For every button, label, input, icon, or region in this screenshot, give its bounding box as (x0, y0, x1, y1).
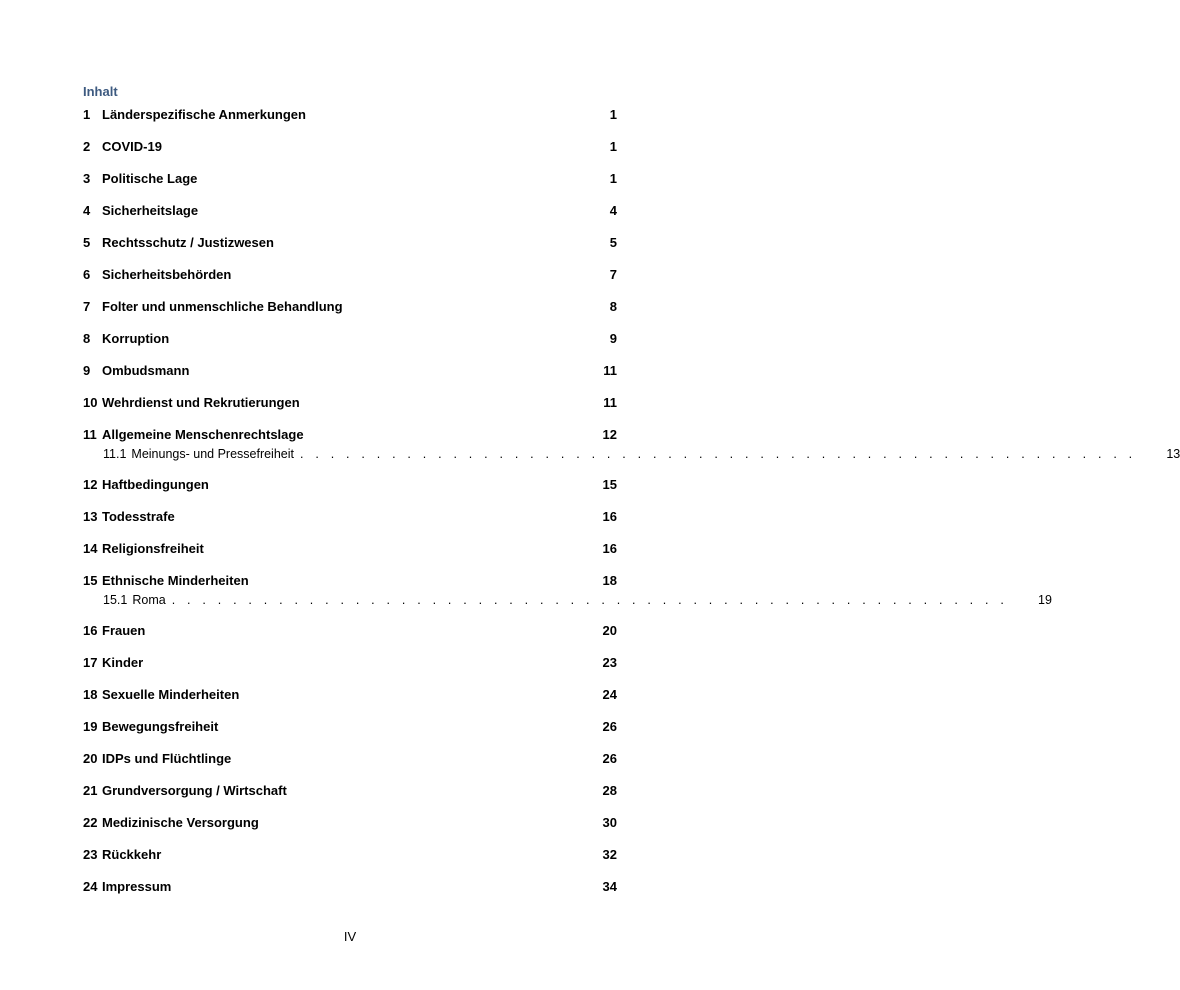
toc-entry-title: Sicherheitslage (102, 203, 199, 218)
toc-entry-number: 21 (83, 783, 98, 798)
toc-entry-title: Todesstrafe (102, 509, 175, 524)
toc-entry-title: Bewegungsfreiheit (102, 719, 219, 734)
toc-entry-number: 20 (83, 751, 98, 766)
toc-entry (83, 361, 617, 381)
toc-entry-page: 18 (602, 573, 617, 588)
toc-entry-link[interactable] (83, 425, 617, 445)
toc-entry (83, 201, 617, 221)
toc-entry (83, 781, 617, 801)
toc-entry-page: 1 (609, 107, 617, 122)
toc-entry (83, 137, 617, 157)
toc-entry-page: 15 (602, 477, 617, 492)
toc-entry-page: 11 (603, 363, 617, 378)
toc-entry-page: 8 (609, 299, 617, 314)
toc-entry-number: 5 (83, 235, 91, 250)
toc-entry-page: 4 (609, 203, 617, 218)
toc-entry-link[interactable] (83, 845, 617, 865)
toc-entry-link[interactable] (83, 201, 617, 221)
toc-entry-link[interactable] (83, 361, 617, 381)
toc-entry-title: Wehrdienst und Rekrutierungen (102, 395, 300, 410)
toc-entry-number: 13 (83, 509, 98, 524)
toc-entry-page: 26 (602, 751, 617, 766)
toc-entry-link[interactable] (83, 571, 617, 591)
toc-entry-page: 12 (602, 427, 617, 442)
toc-entry-number: 15 (83, 573, 98, 588)
toc-entry-title: Folter und unmenschliche Behandlung (102, 299, 343, 314)
toc-entry (83, 425, 1180, 463)
toc-subentry-page: 19 (1038, 593, 1052, 607)
toc-entry-page: 26 (602, 719, 617, 734)
toc-entry-title: Medizinische Versorgung (102, 815, 259, 830)
toc-entry-page: 32 (602, 847, 617, 862)
toc-entry-link[interactable] (83, 621, 617, 641)
toc-entry (83, 233, 617, 253)
toc-subentry-title: Roma (132, 593, 166, 607)
toc-entry-link[interactable] (83, 685, 617, 705)
toc-entry-link[interactable] (83, 781, 617, 801)
toc-subentry-number: 15.1 (103, 593, 128, 607)
toc-entry (83, 813, 617, 833)
toc-entry-link[interactable] (83, 749, 617, 769)
toc-entry (83, 845, 617, 865)
toc-entry-number: 9 (83, 363, 91, 378)
toc-subentry-page: 13 (1166, 447, 1180, 461)
toc-entry (83, 717, 617, 737)
toc-entry-number: 18 (83, 687, 98, 702)
toc-entry-link[interactable] (83, 877, 617, 897)
toc-entry-page: 23 (602, 655, 617, 670)
toc-entry-number: 17 (83, 655, 98, 670)
toc-entry (83, 393, 617, 413)
toc-entry-title: Frauen (102, 623, 146, 638)
toc-entry-number: 23 (83, 847, 98, 862)
toc-entry-page: 16 (602, 509, 617, 524)
toc-entry-page: 1 (609, 171, 617, 186)
toc-entry-page: 11 (603, 395, 617, 410)
toc-entry-number: 22 (83, 815, 98, 830)
toc-entry-page: 30 (602, 815, 617, 830)
toc-entry (83, 265, 617, 285)
toc-entry-title: Ethnische Minderheiten (102, 573, 249, 588)
page-number: IV (343, 929, 357, 944)
toc-entry-number: 8 (83, 331, 91, 346)
toc-entry (83, 621, 617, 641)
toc-entry-title: Ombudsmann (102, 363, 190, 378)
toc-entry-title: Sexuelle Minderheiten (102, 687, 240, 702)
toc-entry-number: 24 (83, 879, 98, 894)
toc-entry (83, 653, 617, 673)
toc-entry-link[interactable] (83, 169, 617, 189)
toc-entry-number: 19 (83, 719, 98, 734)
toc-entry-page: 1 (609, 139, 617, 154)
toc-entry-title: IDPs und Flüchtlinge (102, 751, 232, 766)
toc-entry-link[interactable] (83, 137, 617, 157)
table-of-contents (83, 84, 1180, 909)
toc-entry-number: 4 (83, 203, 91, 218)
toc-entry-link[interactable] (83, 475, 617, 495)
toc-entry-page: 9 (609, 331, 617, 346)
toc-entry (83, 877, 617, 897)
toc-entry-number: 2 (83, 139, 91, 154)
toc-entry-link[interactable] (83, 653, 617, 673)
toc-entry-link[interactable] (83, 813, 617, 833)
toc-entry-title: Rückkehr (102, 847, 162, 862)
toc-entry-link[interactable] (83, 507, 617, 527)
toc-entry-link[interactable] (83, 265, 617, 285)
toc-entry-number: 11 (83, 427, 97, 442)
toc-entry-title: COVID-19 (102, 139, 162, 154)
toc-entry-number: 7 (83, 299, 91, 314)
toc-entry-page: 20 (602, 623, 617, 638)
toc-entry-number: 16 (83, 623, 98, 638)
toc-entry-title: Sicherheitsbehörden (102, 267, 232, 282)
toc-entry-link[interactable] (83, 105, 617, 125)
toc-entry-title: Politische Lage (102, 171, 198, 186)
toc-entry-link[interactable] (83, 717, 617, 737)
toc-entry (83, 329, 617, 349)
toc-entry-link[interactable] (83, 539, 617, 559)
toc-entry-title: Grundversorgung / Wirtschaft (102, 783, 287, 798)
toc-entry (83, 539, 617, 559)
toc-entry-link[interactable] (83, 393, 617, 413)
toc-entry-page: 16 (602, 541, 617, 556)
toc-entry-page: 7 (609, 267, 617, 282)
toc-entry-number: 12 (83, 477, 98, 492)
toc-heading: Inhalt (83, 84, 118, 99)
toc-entry-number: 1 (83, 107, 91, 122)
toc-dot-leader: . . . . . . . . . . . . . . . . . . . . . . . . . . . . . . . . . . . . . . . . . . . . . . . . . . . . . . . (300, 447, 1137, 461)
toc-entry-title: Länderspezifische Anmerkungen (102, 107, 306, 122)
toc-entry (83, 685, 617, 705)
toc-entry-title: Religionsfreiheit (102, 541, 204, 556)
toc-entry-title: Rechtsschutz / Justizwesen (102, 235, 274, 250)
toc-entry-title: Allgemeine Menschenrechtslage (102, 427, 304, 442)
toc-subentry-link[interactable] (83, 445, 1180, 463)
toc-entry-number: 14 (83, 541, 98, 556)
toc-entry-number: 10 (83, 395, 98, 410)
toc-entry-title: Impressum (102, 879, 172, 894)
toc-list (83, 105, 1180, 897)
toc-entry-title: Korruption (102, 331, 170, 346)
toc-entry-page: 28 (602, 783, 617, 798)
toc-entry (83, 297, 617, 317)
toc-entry (83, 169, 617, 189)
toc-entry-title: Haftbedingungen (102, 477, 209, 492)
toc-entry-link[interactable] (83, 329, 617, 349)
toc-entry-page: 24 (602, 687, 617, 702)
toc-entry-link[interactable] (83, 297, 617, 317)
toc-entry-page: 34 (602, 879, 617, 894)
toc-subentry-number: 11.1 (103, 447, 127, 461)
toc-entry-link[interactable] (83, 233, 617, 253)
toc-subentry-title: Meinungs- und Pressefreiheit (131, 447, 294, 461)
toc-subentry-link[interactable] (83, 591, 1052, 609)
toc-entry-page: 5 (609, 235, 617, 250)
toc-entry (83, 105, 617, 125)
toc-entry (83, 507, 617, 527)
toc-entry-title: Kinder (102, 655, 144, 670)
toc-entry (83, 571, 1052, 609)
toc-dot-leader: . . . . . . . . . . . . . . . . . . . . . . . . . . . . . . . . . . . . . . . . . . . . . . . . . . . . . . . (171, 593, 1009, 607)
toc-entry-number: 6 (83, 267, 91, 282)
toc-entry (83, 749, 617, 769)
toc-entry-number: 3 (83, 171, 91, 186)
toc-entry (83, 475, 617, 495)
